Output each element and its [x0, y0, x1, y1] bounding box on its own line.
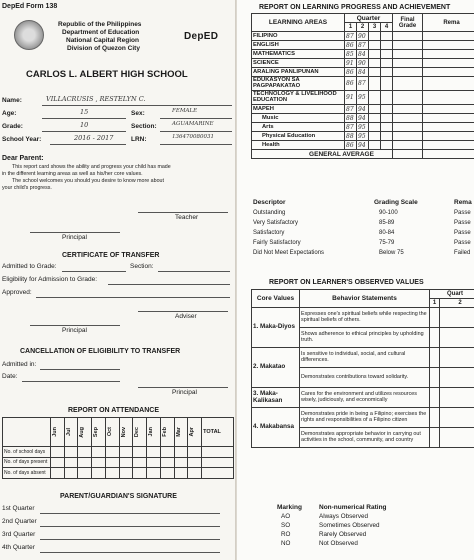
form-id: DepEd Form 138: [2, 3, 58, 10]
grade-q3: [369, 91, 381, 105]
quarter-3-signature: 3rd Quarter: [2, 531, 36, 538]
final-grade-header: Final Grade: [393, 14, 423, 32]
grade-q4: [381, 132, 393, 141]
behavior-statement: Cares for the environment and utilizes resources wisely, judiciously, and economically: [300, 388, 430, 408]
core-value: 4. Makabansa: [252, 408, 300, 448]
attendance-table: [2, 417, 234, 479]
scale-remark: Failed: [454, 250, 471, 256]
rating-header: Non-numerical Rating: [319, 504, 387, 511]
name-label: Name:: [2, 97, 22, 104]
final-grade: [393, 141, 423, 150]
grade-q2: 90: [357, 59, 369, 68]
remarks: [423, 141, 474, 150]
signature-title: PARENT/GUARDIAN'S SIGNATURE: [60, 493, 177, 500]
letter-line: in the different learning areas as well as his/her core values.: [2, 171, 143, 177]
grade-q1: 85: [345, 50, 357, 59]
grading-scale-header: Grading Scale: [374, 199, 418, 206]
sex-value: FEMALE: [172, 108, 198, 114]
subject-name: Health: [252, 141, 345, 150]
grade-row: [252, 41, 474, 50]
quarter-4-col: 4: [381, 23, 393, 32]
sex-label: Sex:: [131, 110, 145, 117]
marking-rating: Not Observed: [319, 540, 358, 547]
grade-q2: 90: [357, 32, 369, 41]
teacher-label: Teacher: [175, 214, 199, 221]
learning-progress-title: REPORT ON LEARNING PROGRESS AND ACHIEVEMENT: [259, 4, 451, 11]
observed-values-table: [251, 289, 474, 448]
letter-line: The school welcomes you should you desire to know more about: [12, 178, 164, 184]
school-year-value: 2016 - 2017: [74, 134, 114, 142]
grade-q1: 88: [345, 132, 357, 141]
remarks: [423, 105, 474, 114]
behavior-statements-header: Behavior Statements: [300, 290, 430, 308]
scale-descriptor: Did Not Meet Expectations: [253, 250, 325, 256]
scale-range: 80-84: [379, 230, 395, 236]
observed-value-row: [252, 348, 474, 368]
marking-code: RO: [281, 531, 291, 538]
subject-name: SCIENCE: [252, 59, 345, 68]
grade-q2: 87: [357, 77, 369, 91]
deped-seal-icon: [14, 20, 44, 50]
scale-remark: Passe: [454, 210, 471, 216]
scale-range: 85-89: [379, 220, 395, 226]
lrn-value: 136470080031: [172, 134, 214, 140]
report-card-right-page: [237, 0, 474, 560]
header-line-4: Division of Quezon City: [67, 45, 140, 52]
grade-q3: [369, 123, 381, 132]
remarks: [423, 32, 474, 41]
month-header: Jul: [64, 418, 78, 447]
grade-q2: 87: [357, 41, 369, 50]
subject-name: TECHNOLOGY & LIVELIHOOD EDUCATION: [252, 91, 345, 105]
observed-q2: [440, 328, 474, 348]
grade-q3: [369, 32, 381, 41]
attendance-title: REPORT ON ATTENDANCE: [68, 407, 159, 414]
marking-rating: Sometimes Observed: [319, 522, 380, 529]
observed-q1: [430, 428, 440, 448]
behavior-statement: Is sensitive to individual, social, and cultural differences.: [300, 348, 430, 368]
grade-label: Grade:: [2, 123, 23, 130]
month-header: Jan: [147, 418, 161, 447]
attendance-row-label: No. of days present: [3, 457, 51, 468]
grade-q4: [381, 105, 393, 114]
month-header: Mar: [174, 418, 188, 447]
remarks: [423, 114, 474, 123]
section-value: AGUAMARINE: [172, 121, 214, 127]
scale-remark: Passe: [454, 240, 471, 246]
final-grade: [393, 59, 423, 68]
month-header: Aug: [78, 418, 92, 447]
section-label: Section:: [131, 123, 157, 130]
marking-code: NO: [281, 540, 291, 547]
cert-approved: Approved:: [2, 289, 32, 296]
behavior-statement: Expresses one's spiritual beliefs while respecting the spiritual beliefs of others.: [300, 308, 430, 328]
grade-q2: 94: [357, 105, 369, 114]
certificate-of-transfer-title: CERTIFICATE OF TRANSFER: [62, 252, 160, 259]
subject-name: Arts: [252, 123, 345, 132]
observed-q2: [440, 408, 474, 428]
observed-q1: [430, 348, 440, 368]
grade-q2: 95: [357, 123, 369, 132]
month-header: Nov: [119, 418, 133, 447]
observed-q2: [440, 308, 474, 328]
final-grade: [393, 105, 423, 114]
grade-q1: 87: [345, 32, 357, 41]
final-grade: [393, 123, 423, 132]
month-header: Jun: [51, 418, 65, 447]
behavior-statement: Demonstrates pride in being a Filipino; exercises the rights and responsibilities of a Filipino citizen: [300, 408, 430, 428]
remarks: [423, 123, 474, 132]
grade-q2: 95: [357, 132, 369, 141]
observed-values-title: REPORT ON LEARNER'S OBSERVED VALUES: [269, 279, 424, 286]
learning-areas-header: LEARNING AREAS: [252, 14, 345, 32]
scale-range: Below 75: [379, 250, 404, 256]
scale-remark: Passe: [454, 230, 471, 236]
final-grade: [393, 77, 423, 91]
cancel-admitted-in: Admitted in:: [2, 361, 37, 368]
remarks: [423, 77, 474, 91]
marking-rating: Always Observed: [319, 513, 368, 520]
cert-admitted-grade: Admitted to Grade:: [2, 263, 57, 270]
marking-code: SO: [281, 522, 291, 529]
grade-q4: [381, 77, 393, 91]
age-value: 15: [80, 108, 89, 116]
observed-value-row: [252, 308, 474, 328]
core-value: 2. Makatao: [252, 348, 300, 388]
grade-q1: 86: [345, 141, 357, 150]
adviser-label: Adviser: [175, 313, 197, 320]
grade-row: [252, 91, 474, 105]
subject-name: ARALING PANLIPUNAN: [252, 68, 345, 77]
quarter-4-signature: 4th Quarter: [2, 544, 35, 551]
principal-label: Principal: [62, 327, 87, 334]
grade-q3: [369, 132, 381, 141]
final-grade: [393, 132, 423, 141]
scale-range: 90-100: [379, 210, 398, 216]
scale-descriptor: Fairly Satisfactory: [253, 240, 301, 246]
grade-q1: 87: [345, 123, 357, 132]
grade-value: 10: [80, 121, 89, 129]
observed-q1-col: 1: [430, 299, 440, 308]
grade-q4: [381, 41, 393, 50]
grade-row: [252, 105, 474, 114]
core-value: 3. Maka-Kalikasan: [252, 388, 300, 408]
grade-q3: [369, 141, 381, 150]
remarks: [423, 41, 474, 50]
grade-q1: 86: [345, 41, 357, 50]
subject-name: EDUKASYON SA PAGPAPAKATAO: [252, 77, 345, 91]
grade-q1: 87: [345, 105, 357, 114]
scale-remark: Passe: [454, 220, 471, 226]
observed-q2: [440, 368, 474, 388]
cancel-date: Date:: [2, 373, 18, 380]
core-values-header: Core Values: [252, 290, 300, 308]
month-header: Feb: [160, 418, 174, 447]
behavior-statement: Demonstrates contributions toward solidarity.: [300, 368, 430, 388]
principal-label: Principal: [172, 389, 197, 396]
grade-q4: [381, 68, 393, 77]
grade-q1: 88: [345, 114, 357, 123]
grade-q2: 95: [357, 91, 369, 105]
month-header: Sep: [92, 418, 106, 447]
final-grade: [393, 91, 423, 105]
subject-name: Physical Education: [252, 132, 345, 141]
subject-name: ENGLISH: [252, 41, 345, 50]
header-line-1: Republic of the Philippines: [58, 21, 142, 28]
grade-q3: [369, 41, 381, 50]
observed-q1: [430, 328, 440, 348]
school-year-label: School Year:: [2, 136, 42, 143]
grade-row: [252, 114, 474, 123]
quarter-2-signature: 2nd Quarter: [2, 518, 37, 525]
grade-q4: [381, 91, 393, 105]
letter-line: This report card shows the ability and progress your child has made: [12, 164, 171, 170]
month-header: Dec: [133, 418, 147, 447]
marking-header: Marking: [277, 504, 302, 511]
remarks: [423, 68, 474, 77]
month-header: Oct: [105, 418, 119, 447]
observed-quarter-header: Quart: [430, 290, 474, 299]
age-label: Age:: [2, 110, 17, 117]
grade-row: [252, 141, 474, 150]
grade-q3: [369, 114, 381, 123]
observed-q1: [430, 388, 440, 408]
final-grade: [393, 114, 423, 123]
attendance-row-label: No. of days absent: [3, 468, 51, 479]
grade-q1: 86: [345, 77, 357, 91]
grades-table: [251, 13, 474, 159]
grade-q4: [381, 114, 393, 123]
grade-q3: [369, 59, 381, 68]
grade-row: [252, 132, 474, 141]
grade-row: [252, 77, 474, 91]
cert-eligibility: Eligibility for Admission to Grade:: [2, 276, 98, 283]
lrn-label: LRN:: [131, 136, 147, 143]
remarks-header: Rema: [423, 14, 474, 32]
observed-q2: [440, 428, 474, 448]
attendance-total-header: TOTAL: [202, 418, 234, 447]
deped-logo: DepED: [184, 31, 219, 42]
observed-q1: [430, 308, 440, 328]
observed-q2-col: 2: [440, 299, 474, 308]
behavior-statement: Shows adherence to ethical principles by upholding truth.: [300, 328, 430, 348]
behavior-statement: Demonstrates appropriate behavior in carrying out activities in the school, community, and country: [300, 428, 430, 448]
observed-q2: [440, 388, 474, 408]
grade-q4: [381, 50, 393, 59]
name-value: VILLACRUSIS , RESTELYN C.: [46, 95, 146, 103]
grade-row: [252, 50, 474, 59]
final-grade: [393, 41, 423, 50]
core-value: 1. Maka-Diyos: [252, 308, 300, 348]
marking-code: AO: [281, 513, 291, 520]
grade-q4: [381, 59, 393, 68]
subject-name: Music: [252, 114, 345, 123]
observed-q1: [430, 368, 440, 388]
grade-q1: 86: [345, 68, 357, 77]
grade-q1: 91: [345, 59, 357, 68]
school-name: CARLOS L. ALBERT HIGH SCHOOL: [26, 69, 188, 80]
scale-descriptor: Very Satisfactory: [253, 220, 299, 226]
remarks-scale-header: Rema: [454, 199, 472, 206]
quarter-1-signature: 1st Quarter: [2, 505, 35, 512]
quarter-1-col: 1: [345, 23, 357, 32]
final-grade: [393, 68, 423, 77]
grade-q3: [369, 68, 381, 77]
subject-name: FILIPINO: [252, 32, 345, 41]
principal-label: Principal: [62, 234, 87, 241]
quarter-header: Quarter: [345, 14, 393, 23]
header-line-3: National Capital Region: [66, 37, 139, 44]
remarks: [423, 59, 474, 68]
grade-q2: 84: [357, 50, 369, 59]
final-grade: [393, 50, 423, 59]
descriptor-header: Descriptor: [253, 199, 286, 206]
observed-value-row: [252, 408, 474, 428]
quarter-2-col: 2: [357, 23, 369, 32]
marking-rating: Rarely Observed: [319, 531, 367, 538]
header-line-2: Department of Education: [62, 29, 140, 36]
grade-row: [252, 68, 474, 77]
month-header: Apr: [188, 418, 202, 447]
scale-descriptor: Satisfactory: [253, 230, 285, 236]
cert-section: Section:: [130, 263, 154, 270]
grade-row: [252, 59, 474, 68]
subject-name: MATHEMATICS: [252, 50, 345, 59]
general-average-label: GENERAL AVERAGE: [252, 150, 393, 159]
grade-q4: [381, 123, 393, 132]
grade-q3: [369, 50, 381, 59]
remarks: [423, 91, 474, 105]
grade-q3: [369, 77, 381, 91]
remarks: [423, 132, 474, 141]
grade-row: [252, 32, 474, 41]
letter-line: your child's progress.: [2, 185, 52, 191]
cancellation-title: CANCELLATION OF ELIGIBILITY TO TRANSFER: [20, 348, 181, 355]
grade-q2: 94: [357, 114, 369, 123]
scale-descriptor: Outstanding: [253, 210, 286, 216]
grade-q1: 91: [345, 91, 357, 105]
observed-q2: [440, 348, 474, 368]
grade-q4: [381, 141, 393, 150]
scale-range: 75-79: [379, 240, 395, 246]
attendance-row-label: No. of school days: [3, 447, 51, 458]
observed-q1: [430, 408, 440, 428]
quarter-3-col: 3: [369, 23, 381, 32]
observed-value-row: [252, 388, 474, 408]
grade-q4: [381, 32, 393, 41]
grade-q3: [369, 105, 381, 114]
final-grade: [393, 32, 423, 41]
grade-row: [252, 123, 474, 132]
grade-q2: 94: [357, 141, 369, 150]
dear-parent: Dear Parent:: [2, 155, 44, 162]
grade-q2: 84: [357, 68, 369, 77]
subject-name: MAPEH: [252, 105, 345, 114]
remarks: [423, 50, 474, 59]
